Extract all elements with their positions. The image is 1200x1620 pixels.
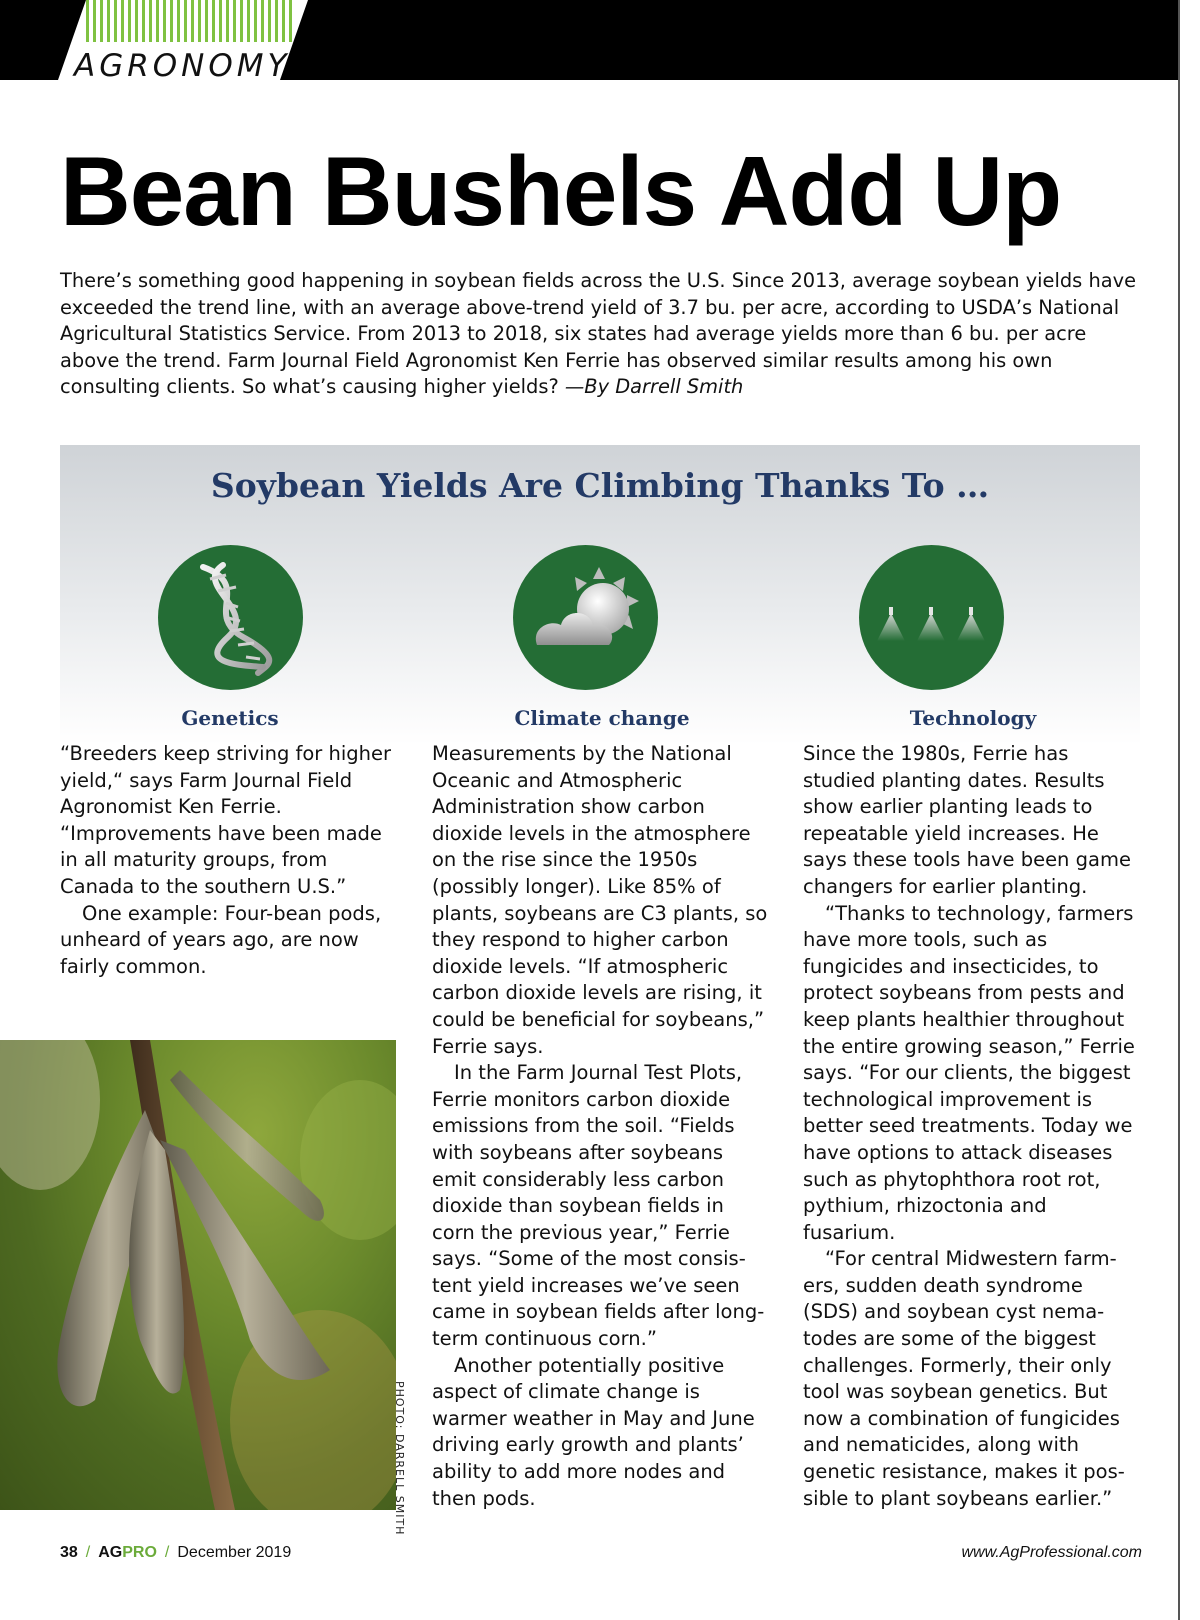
page-footer: [60, 1544, 1142, 1564]
planter-icon: [859, 545, 1004, 690]
paragraph: Measurements by the National Oceanic and Atmospheric Administration show carbon dioxide levels in the atmosphere on the rise since the 1950s (possibly longer). Like 85% of plants, soybeans are C3 plants, so they respond to higher carbon dioxide levels. “If atmospheric carbon dioxide levels are rising, it could be beneficial for soybeans,” Ferrie says.: [432, 742, 768, 1058]
panel-heading: Soybean Yields Are Climbing Thanks To …: [210, 466, 990, 505]
dna-icon: [158, 545, 303, 690]
paragraph: Since the 1980s, Ferrie has studied planting dates. Results show earlier planting leads to repeatable yield increases. He says these tools have been game changers for earlier planting.: [803, 742, 1131, 898]
paragraph: “Thanks to technology, farmers have more tools, such as fungicides and insecticides, to protect soybeans from pests and keep plants healthier throughout the entire growing season,” Ferrie says. “For our clients, the biggest technological improvement is better seed treatments. Today we have options to attack diseases such as phytophthora root rot, pythium, rhizoctonia and fusarium.: [803, 901, 1135, 1244]
footer-separator: /: [164, 1544, 170, 1561]
footer-separator: /: [85, 1544, 91, 1561]
paragraph: “For central Midwestern farmers, sudden death syndrome (SDS) and soybean cyst nematodes are some of the biggest challenges. Formerly, their only tool was soybean genetics. But now a combination of fungicides and nematicides, along with genetic resistance, makes it possible to plant soybeans earlier.”: [803, 1247, 1125, 1510]
page-number: 38: [60, 1544, 78, 1561]
feature-label-climate-change: Climate change: [514, 706, 690, 730]
soybean-pods-photo: [0, 1040, 396, 1510]
feature-label-genetics: Genetics: [181, 706, 279, 730]
paragraph: In the Farm Journal Test Plots, Ferrie monitors carbon dioxide emissions from the soil. “Fields with soybeans after soybeans emit considerably less carbon dioxide than soybean fields in corn the previous year,” Ferrie says. “Some of the most consistent yield increases we’ve seen came in soybean fields after long-term continuous corn.”: [432, 1061, 765, 1351]
section-label: AGRONOMY: [74, 48, 291, 84]
technology-column: [803, 741, 1143, 1512]
article-intro: [60, 268, 1140, 401]
magazine-name-pro: PRO: [122, 1544, 157, 1561]
photo-credit-text: PHOTO: DARRELL SMITH: [393, 1381, 406, 1536]
issue-date: December 2019: [177, 1544, 292, 1561]
tab-stripes-decoration: [86, 0, 294, 42]
photo-credit: [393, 1381, 416, 1536]
sun-cloud-icon: [513, 545, 658, 690]
page-edge-rule: [1178, 0, 1180, 1620]
footer-folio: [60, 1544, 291, 1562]
genetics-column: [60, 741, 400, 980]
magazine-name-ag: AG: [98, 1544, 123, 1561]
article-title: Bean Bushels Add Up: [60, 136, 1062, 246]
paragraph: “Breeders keep striving for higher yield,“ says Farm Journal Field Agronomist Ken Ferrie. “Improvements have been made in all maturity groups, from Canada to the southern U.S.”: [60, 742, 392, 898]
feature-label-technology: Technology: [909, 706, 1037, 730]
intro-text: There’s something good happening in soybean fields across the U.S. Since 2013, average soybean yields have exceeded the trend line, with an average above-trend yield of 3.7 bu. per acre, according to USDA’s National Agricultural Statistics Service. From 2013 to 2018, six states had average yields more than 6 bu. per acre above the trend. Farm Journal Field Agronomist Ken Ferrie has observed similar results among his own consulting clients. So what’s causing higher yields?: [60, 269, 1137, 398]
climate-change-column: [432, 741, 770, 1512]
paragraph: Another potentially positive aspect of climate change is warmer weather in May and June driving early growth and plants’ ability to add more nodes and then pods.: [432, 1353, 755, 1510]
website-url: www.AgProfessional.com: [961, 1544, 1142, 1561]
paragraph: One example: Four-bean pods, unheard of years ago, are now fairly common.: [60, 901, 382, 978]
byline: —By Darrell Smith: [564, 375, 744, 398]
